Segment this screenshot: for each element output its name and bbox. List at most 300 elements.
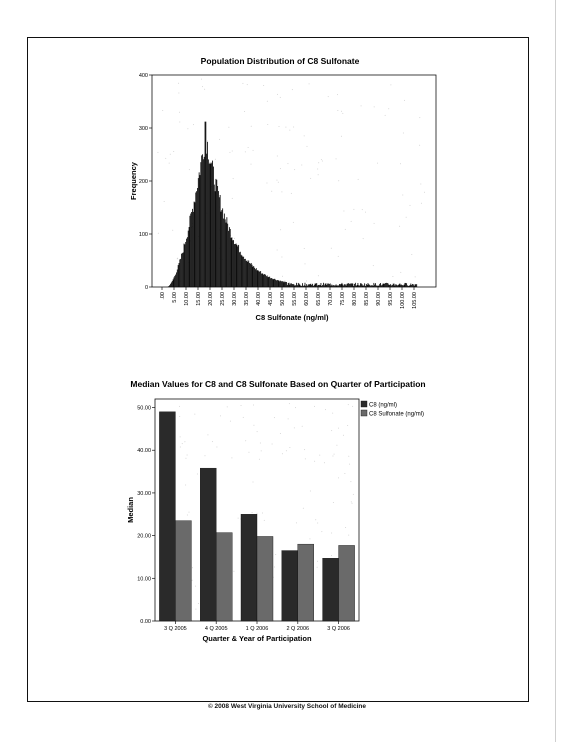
histogram-bin: [193, 212, 194, 287]
texture-dot: [207, 141, 208, 142]
histogram-bin: [188, 231, 189, 287]
histogram-bin: [248, 260, 249, 287]
texture-dot: [306, 280, 307, 281]
copyright-footer: © 2008 West Virginia University School of Medicine: [207, 703, 367, 710]
histogram-bin: [314, 285, 315, 287]
histogram-bin: [195, 202, 196, 287]
texture-dot: [341, 136, 342, 137]
texture-dot: [338, 180, 339, 181]
histogram-bin: [250, 264, 251, 287]
histogram-bin: [304, 285, 305, 287]
x-tick-label: 40.00: [256, 292, 262, 306]
histogram-bin: [192, 209, 193, 287]
histogram-bin: [406, 283, 407, 287]
texture-dot: [232, 198, 233, 199]
histogram-bin: [378, 286, 379, 287]
x-tick-label: 65.00: [316, 292, 322, 306]
texture-dot: [262, 513, 263, 514]
texture-dot: [325, 409, 326, 410]
texture-dot: [289, 130, 290, 131]
histogram-bin: [227, 224, 228, 287]
histogram-bin: [397, 285, 398, 287]
y-tick-label: 40.00: [137, 448, 151, 455]
histogram-bin: [189, 216, 190, 287]
histogram-bin: [221, 210, 222, 287]
texture-dot: [202, 86, 203, 87]
histogram-bin: [398, 285, 399, 287]
histogram-bin: [205, 122, 206, 287]
histogram-bin: [252, 265, 253, 287]
histogram-bin: [198, 178, 199, 287]
x-tick-label: 45.00: [268, 292, 274, 306]
histogram-bin: [327, 284, 328, 287]
histogram-bin: [361, 283, 362, 287]
histogram-bin: [347, 283, 348, 287]
histogram-bin: [258, 270, 259, 287]
histogram-bin: [415, 284, 416, 287]
histogram-bin: [261, 274, 262, 287]
texture-dot: [400, 163, 401, 164]
histogram-bin: [379, 284, 380, 287]
histogram-bin: [410, 285, 411, 287]
x-tick-label: 5.00: [172, 292, 178, 303]
histogram-bin: [282, 281, 283, 287]
texture-dot: [194, 414, 195, 415]
texture-dot: [374, 106, 375, 107]
texture-dot: [348, 535, 349, 536]
texture-dot: [317, 567, 318, 568]
texture-dot: [257, 431, 258, 432]
histogram-bin: [363, 285, 364, 287]
bar-chart-title: Median Values for C8 and C8 Sulfonate Based on Quarter of Participation: [130, 379, 426, 389]
histogram-bin: [352, 283, 353, 287]
histogram-bin: [299, 284, 300, 287]
texture-dot: [314, 406, 315, 407]
histogram-bin: [265, 275, 266, 287]
texture-dot: [342, 113, 343, 114]
histogram-bin: [385, 283, 386, 287]
histogram-bin: [402, 285, 403, 287]
texture-dot: [419, 117, 420, 118]
histogram-bin: [358, 285, 359, 287]
x-tick-label: 20.00: [208, 292, 214, 306]
x-tick-label: 105.00: [412, 292, 418, 309]
texture-dot: [277, 155, 278, 156]
histogram-bin: [220, 195, 221, 287]
texture-dot: [333, 502, 334, 503]
y-tick-label: 50.00: [137, 405, 151, 412]
texture-dot: [248, 147, 249, 148]
bar: [216, 533, 232, 621]
histogram-bin: [277, 280, 278, 287]
texture-dot: [261, 450, 262, 451]
histogram-bin: [307, 286, 308, 287]
texture-dot: [179, 121, 180, 122]
histogram-bin: [242, 257, 243, 287]
histogram-bin: [412, 284, 413, 287]
histogram-bin: [306, 284, 307, 287]
histogram-bin: [369, 285, 370, 287]
histogram-bin: [407, 285, 408, 287]
histogram-bin: [315, 283, 316, 287]
texture-dot: [402, 194, 403, 195]
texture-dot: [195, 609, 196, 610]
histogram-bin: [359, 286, 360, 287]
legend-label: C8 (ng/ml): [369, 402, 398, 409]
histogram-bin: [372, 285, 373, 287]
histogram-title: Population Distribution of C8 Sulfonate: [200, 56, 360, 66]
histogram-bin: [214, 185, 215, 287]
histogram-bin: [257, 270, 258, 287]
texture-dot: [193, 124, 194, 125]
histogram-bin: [243, 257, 244, 287]
histogram-bin: [199, 172, 200, 287]
texture-dot: [276, 180, 277, 181]
texture-dot: [318, 275, 319, 276]
histogram-bin: [196, 191, 197, 287]
histogram-bin: [175, 275, 176, 287]
texture-dot: [310, 490, 311, 491]
texture-dot: [331, 430, 332, 431]
histogram-bin: [267, 276, 268, 287]
histogram-bin: [231, 237, 232, 287]
histogram-bin: [290, 283, 291, 287]
texture-dot: [178, 83, 179, 84]
texture-dot: [317, 561, 318, 562]
texture-dot: [332, 413, 333, 414]
histogram-bin: [317, 285, 318, 287]
histogram-bin: [395, 284, 396, 287]
texture-dot: [285, 127, 286, 128]
texture-dot: [295, 407, 296, 408]
histogram-bin: [364, 283, 365, 287]
histogram-bin: [376, 285, 377, 287]
x-tick-label: 70.00: [328, 292, 334, 306]
histogram-bin: [271, 278, 272, 287]
histogram-bin: [375, 283, 376, 287]
texture-dot: [309, 83, 310, 84]
histogram-bin: [378, 286, 379, 287]
texture-dot: [331, 248, 332, 249]
texture-dot: [233, 571, 234, 572]
histogram-bin: [388, 284, 389, 287]
texture-dot: [314, 461, 315, 462]
histogram-bin: [215, 191, 216, 287]
texture-dot: [228, 127, 229, 128]
texture-dot: [173, 151, 174, 152]
histogram-bin: [309, 284, 310, 287]
histogram-bin: [204, 157, 205, 287]
histogram-bin: [190, 214, 191, 287]
histogram-bin: [312, 284, 313, 287]
texture-dot: [350, 481, 351, 482]
texture-dot: [179, 112, 180, 113]
histogram-bin: [343, 285, 344, 287]
histogram-bin: [284, 282, 285, 287]
texture-dot: [315, 519, 316, 520]
histogram-bin: [263, 275, 264, 287]
texture-dot: [231, 457, 232, 458]
texture-dot: [185, 485, 186, 486]
texture-dot: [293, 222, 294, 223]
legend-label: C8 Sulfonate (ng/ml): [369, 411, 425, 418]
histogram-bin: [225, 219, 226, 287]
texture-dot: [169, 163, 170, 164]
histogram-bin: [389, 285, 390, 287]
histogram-bin: [308, 284, 309, 287]
histogram-bin: [254, 268, 255, 287]
texture-dot: [304, 449, 305, 450]
histogram-bin: [191, 212, 192, 287]
texture-dot: [321, 159, 322, 160]
texture-dot: [324, 462, 325, 463]
texture-dot: [421, 203, 422, 204]
y-tick-label: 0.00: [140, 619, 151, 625]
histogram-bin: [187, 237, 188, 287]
bar-y-label: Median: [126, 497, 135, 523]
texture-dot: [242, 83, 243, 84]
histogram-bin: [328, 284, 329, 287]
histogram-bin: [269, 277, 270, 287]
histogram-bin: [323, 283, 324, 287]
histogram-bin: [235, 244, 236, 287]
histogram-bin: [200, 162, 201, 287]
histogram-bin: [289, 283, 290, 287]
histogram-bin: [291, 283, 292, 287]
histogram-bin: [210, 164, 211, 287]
histogram-bin: [182, 253, 183, 287]
texture-dot: [271, 191, 272, 192]
texture-dot: [227, 406, 228, 407]
texture-dot: [281, 256, 282, 257]
histogram-bin: [203, 159, 204, 287]
texture-dot: [317, 168, 318, 169]
histogram-bin: [386, 283, 387, 287]
texture-dot: [336, 445, 337, 446]
histogram-bin: [368, 284, 369, 287]
histogram-bin: [268, 277, 269, 287]
histogram-chart: [129, 56, 436, 322]
texture-dot: [280, 168, 281, 169]
x-tick-label: 80.00: [352, 292, 358, 306]
texture-dot: [204, 89, 205, 90]
texture-dot: [341, 111, 342, 112]
texture-dot: [252, 512, 253, 513]
texture-dot: [215, 159, 216, 160]
texture-dot: [272, 443, 273, 444]
histogram-bin: [212, 161, 213, 287]
texture-dot: [362, 209, 363, 210]
histogram-bin: [345, 284, 346, 287]
histogram-bin: [286, 282, 287, 287]
x-tick-label: 25.00: [220, 292, 226, 306]
histogram-bin: [174, 277, 175, 287]
histogram-bin: [216, 180, 217, 287]
x-tick-label: 30.00: [232, 292, 238, 306]
histogram-bin: [231, 238, 232, 287]
histogram-bin: [399, 284, 400, 287]
legend-swatch: [361, 410, 367, 416]
histogram-bin: [396, 285, 397, 287]
histogram-bin: [251, 263, 252, 287]
histogram-bin: [280, 281, 281, 287]
histogram-bin: [179, 263, 180, 287]
histogram-bin: [226, 223, 227, 287]
histogram-bars: [168, 122, 417, 287]
texture-dot: [172, 230, 173, 231]
texture-dot: [363, 238, 364, 239]
bar: [298, 544, 314, 621]
texture-dot: [234, 238, 235, 239]
histogram-bin: [302, 283, 303, 287]
texture-dot: [220, 415, 221, 416]
texture-dot: [399, 226, 400, 227]
texture-dot: [345, 229, 346, 230]
histogram-bin: [283, 281, 284, 287]
texture-dot: [377, 163, 378, 164]
histogram-bin: [411, 285, 412, 287]
x-tick-label: 1 Q 2006: [245, 626, 269, 632]
y-tick-label: 300: [138, 126, 148, 132]
histogram-bin: [392, 285, 393, 287]
texture-dot: [198, 603, 199, 604]
histogram-bin: [272, 279, 273, 287]
histogram-bin: [367, 285, 368, 287]
texture-dot: [373, 265, 374, 266]
texture-dot: [336, 158, 337, 159]
histogram-bin: [224, 214, 225, 287]
texture-dot: [351, 501, 352, 502]
histogram-bin: [181, 254, 182, 287]
texture-dot: [322, 160, 323, 161]
texture-dot: [400, 272, 401, 273]
histogram-bin: [184, 244, 185, 287]
texture-dot: [188, 512, 189, 513]
histogram-bin: [414, 286, 415, 287]
y-tick-label: 20.00: [137, 533, 151, 540]
histogram-bin: [296, 283, 297, 287]
bar: [339, 545, 355, 621]
histogram-bin: [366, 284, 367, 287]
histogram-bin: [270, 278, 271, 287]
texture-dot: [321, 531, 322, 532]
histogram-bin: [255, 269, 256, 287]
texture-dot: [337, 94, 338, 95]
histogram-bin: [279, 280, 280, 287]
texture-dot: [338, 477, 339, 478]
histogram-bin: [233, 240, 234, 287]
texture-dot: [264, 520, 265, 521]
bar: [323, 558, 339, 621]
texture-dot: [280, 97, 281, 98]
texture-dot: [348, 456, 349, 457]
histogram-bin: [263, 274, 264, 287]
histogram-bin: [394, 284, 395, 287]
texture-dot: [180, 446, 181, 447]
histogram-bin: [363, 286, 364, 287]
texture-dot: [216, 446, 217, 447]
texture-dot: [178, 92, 179, 93]
histogram-bin: [319, 285, 320, 287]
histogram-y-label: Frequency: [129, 162, 138, 200]
texture-dot: [184, 441, 185, 442]
texture-dot: [404, 100, 405, 101]
histogram-bin: [360, 283, 361, 287]
histogram-bin: [405, 283, 406, 287]
histogram-bin: [223, 219, 224, 287]
texture-dot: [179, 406, 180, 407]
histogram-bin: [333, 285, 334, 287]
histogram-bin: [221, 212, 222, 287]
histogram-bin: [318, 285, 319, 287]
histogram-bin: [326, 283, 327, 287]
texture-dot: [317, 522, 318, 523]
x-tick-label: 3 Q 2006: [327, 626, 350, 632]
histogram-bin: [390, 284, 391, 287]
texture-dot: [267, 124, 268, 125]
texture-dot: [344, 473, 345, 474]
texture-dot: [189, 169, 190, 170]
histogram-bin: [320, 285, 321, 287]
histogram-bin: [205, 122, 206, 287]
histogram-bin: [405, 283, 406, 287]
histogram-bin: [230, 229, 231, 287]
histogram-bin: [321, 286, 322, 287]
texture-dot: [230, 421, 231, 422]
texture-dot: [157, 152, 158, 153]
histogram-bin: [216, 179, 217, 287]
texture-dot: [165, 158, 166, 159]
histogram-bin: [262, 273, 263, 287]
histogram-bin: [281, 281, 282, 287]
histogram-bin: [365, 286, 366, 287]
texture-dot: [361, 105, 362, 106]
histogram-bin: [305, 283, 306, 287]
histogram-bin: [409, 286, 410, 287]
histogram-bin: [276, 280, 277, 287]
histogram-bin: [332, 285, 333, 287]
texture-dot: [204, 455, 205, 456]
texture-dot: [197, 473, 198, 474]
texture-dot: [192, 580, 193, 581]
histogram-bin: [173, 279, 174, 287]
histogram-bin: [344, 284, 345, 287]
texture-dot: [207, 434, 208, 435]
texture-dot: [187, 128, 188, 129]
x-tick-label: 4 Q 2005: [204, 626, 228, 632]
texture-dot: [294, 427, 295, 428]
histogram-bin: [356, 286, 357, 287]
y-tick-label: 400: [138, 73, 148, 79]
histogram-bin: [288, 283, 289, 287]
histogram-bin: [373, 286, 374, 287]
texture-dot: [348, 404, 349, 405]
histogram-bin: [229, 227, 230, 287]
histogram-bin: [210, 163, 211, 287]
texture-dot: [192, 567, 193, 568]
histogram-bin: [294, 285, 295, 287]
x-tick-label: 90.00: [376, 292, 382, 306]
histogram-bin: [351, 284, 352, 287]
texture-dot: [250, 164, 251, 165]
histogram-bin: [322, 285, 323, 287]
histogram-bin: [331, 285, 332, 287]
texture-dot: [245, 151, 246, 152]
histogram-bin: [264, 274, 265, 287]
histogram-bin: [403, 285, 404, 287]
texture-dot: [281, 191, 282, 192]
texture-dot: [263, 85, 264, 86]
